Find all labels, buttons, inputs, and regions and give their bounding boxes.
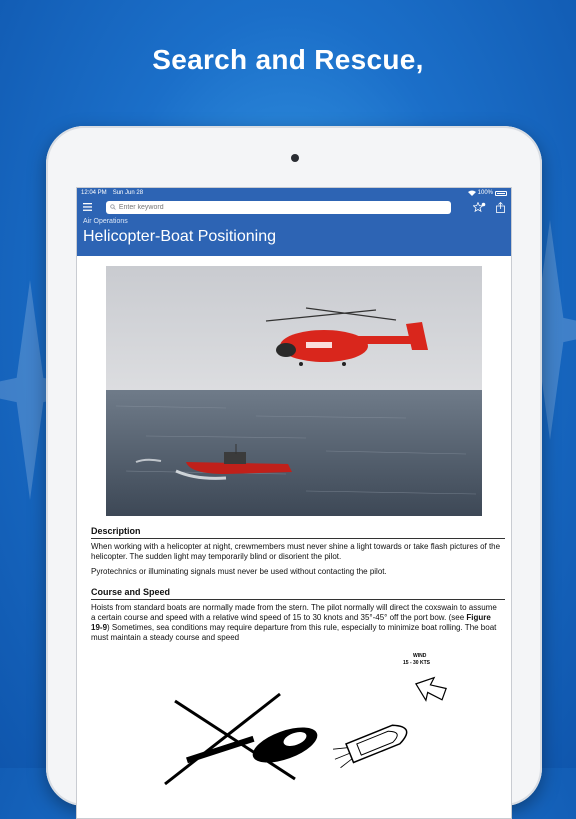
- page-header: [77, 216, 511, 256]
- search-field[interactable]: [106, 201, 451, 214]
- helicopter-boat-photo: [106, 266, 482, 516]
- ipad-frame: [46, 126, 542, 806]
- favorites-star-icon[interactable]: [473, 202, 486, 213]
- search-input[interactable]: [116, 204, 447, 211]
- breadcrumb[interactable]: Air Operations: [83, 218, 128, 225]
- battery-percent: 100%: [477, 190, 493, 196]
- share-icon[interactable]: [496, 202, 505, 213]
- helicopter-silhouette: [165, 694, 322, 784]
- course-text: Hoists from standard boats are normally made from the stern. The pilot normally will direct the coxswain to assume a certain course and speed with a relative wind speed of 15 to 30 knots and 35°-45° off the port bow. (see: [91, 603, 497, 622]
- status-bar: [77, 188, 511, 198]
- app-screen: [76, 187, 512, 819]
- figure-link[interactable]: Figure 19-9: [91, 613, 491, 632]
- promo-headline: Search and Rescue,: [152, 44, 424, 75]
- positioning-diagram: [85, 649, 503, 789]
- course-speed-paragraph: [91, 603, 503, 643]
- wind-label: WIND: [413, 653, 427, 659]
- page-title: Helicopter-Boat Positioning: [83, 228, 276, 245]
- course-text: ) Sometimes, sea conditions may require departure from this rule, especially to minimize boat rolling. The boat must maintain a steady course and speed: [91, 623, 497, 642]
- status-time: 12:04 PM: [81, 190, 107, 196]
- description-paragraph: When working with a helicopter at night, crewmembers must never shine a light towards or take flash pictures of the helicopter. The sudden light may temporarily blind or disorient the pilot.: [91, 542, 501, 561]
- diagram-drawing: [85, 649, 505, 789]
- wind-speed-label: 15 - 30 KTS: [403, 660, 430, 666]
- description-paragraph: Pyrotechnics or illuminating signals must never be used without contacting the pilot.: [91, 567, 387, 576]
- status-date: Sun Jun 28: [112, 190, 144, 196]
- section-heading-course-speed: Course and Speed: [91, 587, 505, 600]
- battery-icon: [495, 191, 507, 196]
- nav-actions: [473, 202, 505, 213]
- section-heading-description: Description: [91, 526, 505, 539]
- article-content: [77, 256, 511, 789]
- nav-bar: [77, 198, 511, 216]
- menu-icon[interactable]: [83, 203, 92, 211]
- camera-dot: [291, 154, 299, 162]
- battery-indicator: [468, 190, 507, 196]
- wifi-icon: [468, 190, 476, 196]
